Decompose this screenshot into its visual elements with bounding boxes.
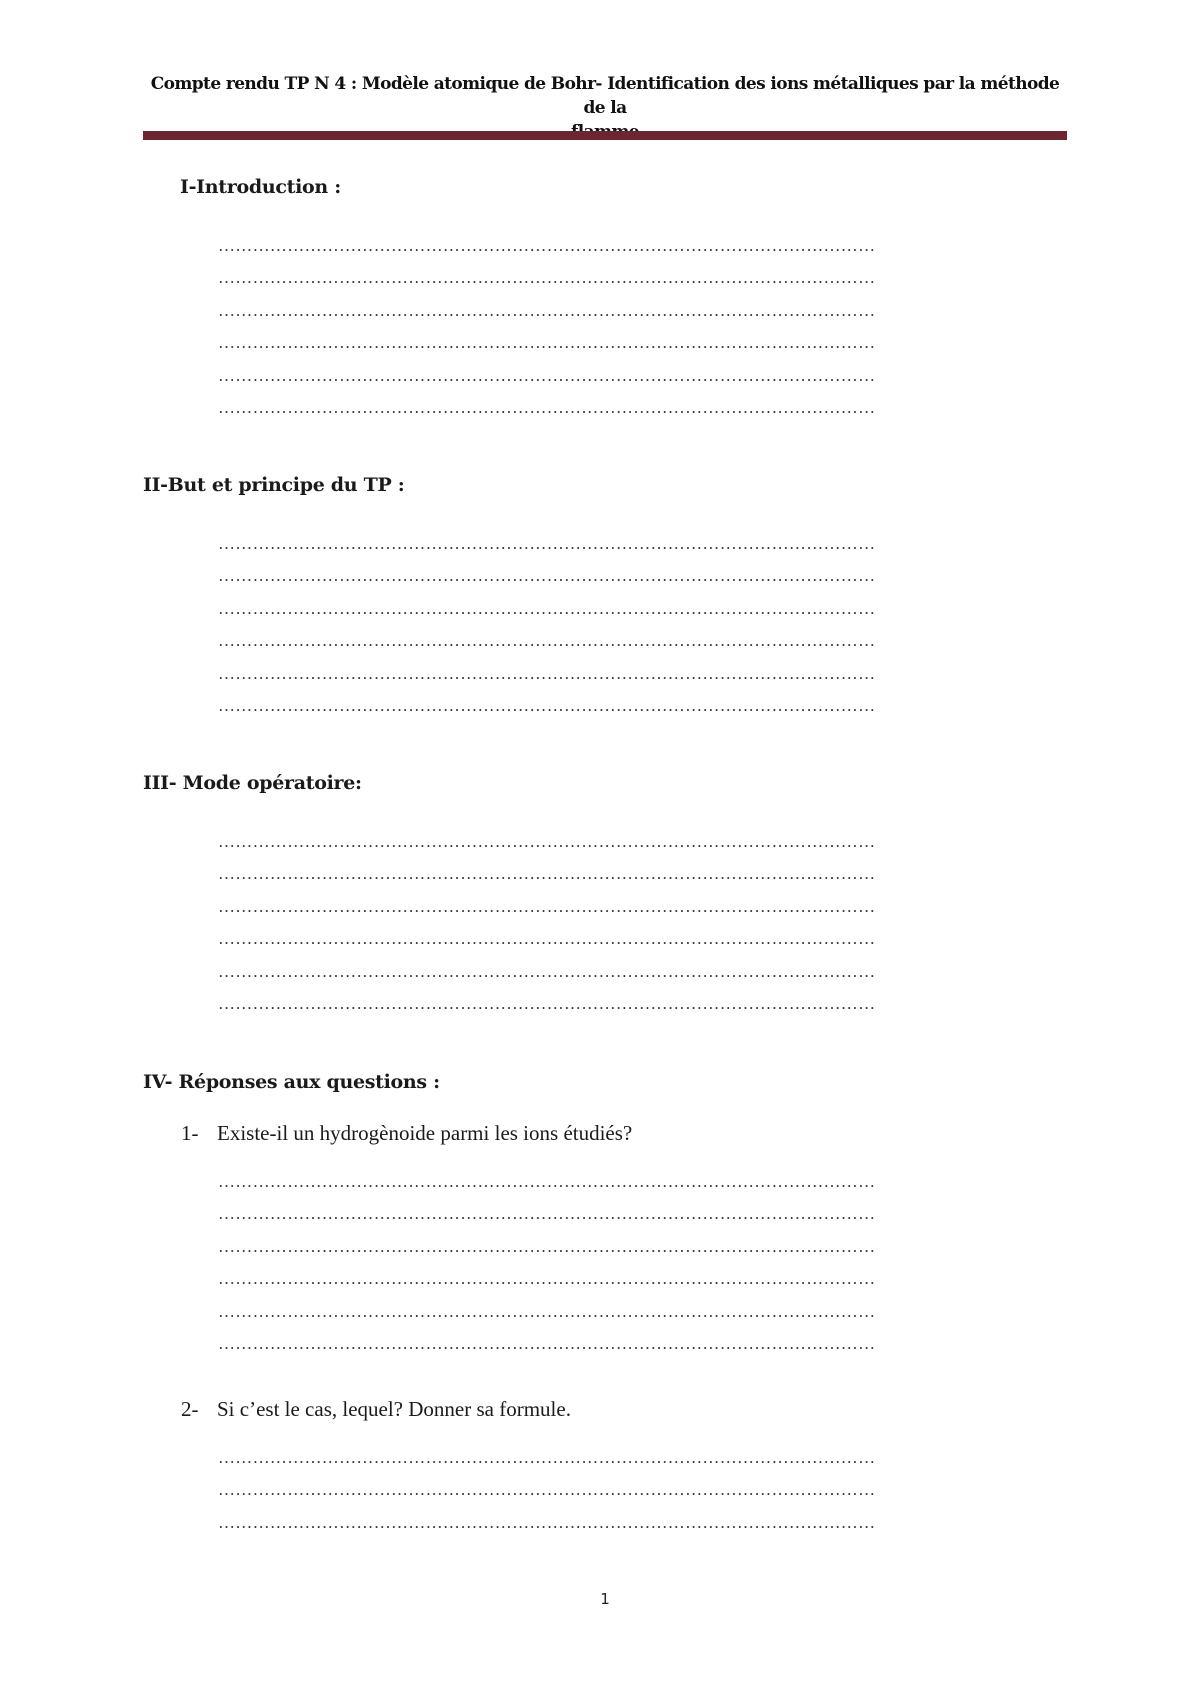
answer-line[interactable]: …………………………………………………………………………………………………… bbox=[218, 566, 876, 586]
question-2 bbox=[181, 1397, 571, 1422]
answer-line[interactable]: …………………………………………………………………………………………………… bbox=[218, 598, 876, 618]
answer-line[interactable]: …………………………………………………………………………………………………… bbox=[218, 397, 876, 417]
answer-line[interactable]: …………………………………………………………………………………………………… bbox=[218, 333, 876, 353]
page-number: 1 bbox=[600, 1590, 610, 1608]
answer-lines-question-2 bbox=[218, 1442, 1050, 1539]
answer-lines-mode-operatoire bbox=[218, 826, 1050, 1020]
answer-line[interactable]: …………………………………………………………………………………………………… bbox=[218, 1301, 876, 1321]
answer-line[interactable]: …………………………………………………………………………………………………… bbox=[218, 663, 876, 683]
answer-line[interactable]: …………………………………………………………………………………………………… bbox=[218, 300, 876, 320]
answer-line[interactable]: …………………………………………………………………………………………………… bbox=[218, 534, 876, 553]
answer-line[interactable]: …………………………………………………………………………………………………… bbox=[218, 236, 876, 255]
answer-line[interactable]: …………………………………………………………………………………………………… bbox=[218, 961, 876, 981]
answer-line[interactable]: …………………………………………………………………………………………………… bbox=[218, 1236, 876, 1256]
question-2-number: 2- bbox=[181, 1397, 199, 1421]
answer-line[interactable]: …………………………………………………………………………………………………… bbox=[218, 1512, 876, 1532]
answer-line[interactable]: …………………………………………………………………………………………………… bbox=[218, 832, 876, 851]
answer-line[interactable]: …………………………………………………………………………………………………… bbox=[218, 1448, 876, 1467]
answer-lines-introduction bbox=[218, 230, 1050, 424]
question-1-text: Existe-il un hydrogènoide parmi les ions étudiés? bbox=[217, 1121, 633, 1145]
question-1 bbox=[181, 1121, 632, 1146]
answer-line[interactable]: …………………………………………………………………………………………………… bbox=[218, 631, 876, 651]
answer-line[interactable]: …………………………………………………………………………………………………… bbox=[218, 864, 876, 884]
section-heading-reponses: IV- Réponses aux questions : bbox=[143, 1071, 440, 1093]
section-heading-introduction: I-Introduction : bbox=[180, 176, 341, 198]
document-title-line-1: Compte rendu TP N 4 : Modèle atomique de Bohr- Identification des ions métalliques par la méthode de la bbox=[150, 74, 1060, 118]
answer-line[interactable]: …………………………………………………………………………………………………… bbox=[218, 1204, 876, 1224]
question-2-text: Si c’est le cas, lequel? Donner sa formule. bbox=[217, 1397, 571, 1421]
answer-line[interactable]: …………………………………………………………………………………………………… bbox=[218, 695, 876, 715]
section-heading-mode-operatoire: III- Mode opératoire: bbox=[143, 772, 362, 794]
answer-line[interactable]: …………………………………………………………………………………………………… bbox=[218, 1269, 876, 1289]
answer-line[interactable]: …………………………………………………………………………………………………… bbox=[218, 993, 876, 1013]
answer-line[interactable]: …………………………………………………………………………………………………… bbox=[218, 365, 876, 385]
answer-line[interactable]: …………………………………………………………………………………………………… bbox=[218, 1333, 876, 1353]
answer-lines-question-1 bbox=[218, 1166, 1050, 1360]
header-divider bbox=[143, 131, 1067, 140]
question-1-number: 1- bbox=[181, 1121, 199, 1145]
answer-line[interactable]: …………………………………………………………………………………………………… bbox=[218, 1480, 876, 1500]
answer-line[interactable]: …………………………………………………………………………………………………… bbox=[218, 1172, 876, 1191]
answer-lines-but-principe bbox=[218, 528, 1050, 722]
answer-line[interactable]: …………………………………………………………………………………………………… bbox=[218, 268, 876, 288]
section-heading-but-principe: II-But et principe du TP : bbox=[143, 474, 405, 496]
answer-line[interactable]: …………………………………………………………………………………………………… bbox=[218, 896, 876, 916]
answer-line[interactable]: …………………………………………………………………………………………………… bbox=[218, 929, 876, 949]
